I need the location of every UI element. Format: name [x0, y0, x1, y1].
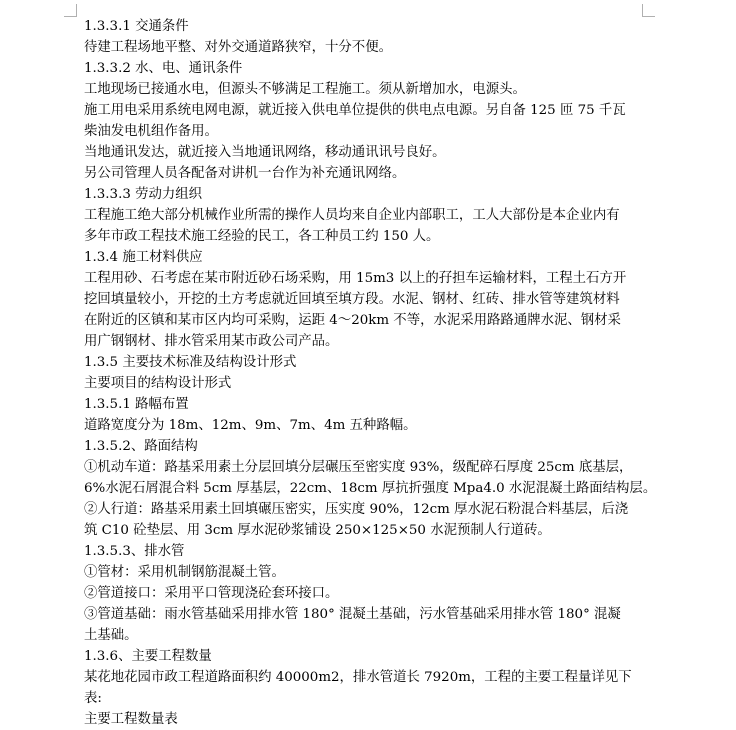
text-line: 挖回填量较小，开挖的土方考虑就近回填至填方段。水泥、钢材、红砖、排水管等建筑材料 — [84, 292, 620, 307]
text-line: 筑 C10 砼垫层、用 3cm 厚水泥砂浆铺设 250×125×50 水泥预制人行道砖。 — [84, 523, 551, 538]
heading-material-supply: 1.3.4 施工材料供应 — [84, 250, 203, 265]
text-line: 施工用电采用系统电网电源，就近接入供电单位提供的供电点电源。另自备 125 匝 75 千瓦 — [84, 103, 626, 118]
text-line: 当地通讯发达，就近接入当地通讯网络，移动通讯讯号良好。 — [84, 145, 446, 160]
heading-technical-standards: 1.3.5 主要技术标准及结构设计形式 — [84, 355, 297, 370]
page-corner-mark-left — [64, 4, 77, 17]
heading-labor-organization: 1.3.3.3 劳动力组织 — [84, 187, 203, 202]
document-body — [84, 16, 658, 730]
heading-traffic-conditions: 1.3.3.1 交通条件 — [84, 19, 189, 34]
text-line: 另公司管理人员各配备对讲机一台作为补充通讯网络。 — [84, 166, 406, 181]
text-line: ②管道接口：采用平口管现浇砼套环接口。 — [84, 586, 339, 601]
text-line: 用广钢钢材、排水管采用某市政公司产品。 — [84, 334, 339, 349]
text-line: 柴油发电机组作备用。 — [84, 124, 218, 139]
heading-water-power-comm: 1.3.3.2 水、电、通讯条件 — [84, 61, 243, 76]
text-line: ③管道基础：雨水管基础采用排水管 180° 混凝土基础，污水管基础采用排水管 180° 混凝 — [84, 607, 621, 622]
text-line: 表: — [84, 691, 102, 706]
heading-road-layout: 1.3.5.1 路幅布置 — [84, 397, 189, 412]
text-line: 6%水泥石屑混合料 5cm 厚基层，22cm、18cm 厚抗折强度 Mpa4.0 水泥混凝土路面结构层。 — [84, 481, 657, 496]
text-line: ①机动车道：路基采用素土分层回填分层碾压至密实度 93%，级配碎石厚度 25cm 底基层， — [84, 460, 633, 475]
table-caption: 主要工程数量表 — [84, 712, 178, 727]
text-line: 在附近的区镇和某市区内均可采购，运距 4～20km 不等，水泥采用路路通牌水泥、钢材采 — [84, 313, 621, 328]
text-line: 土基础。 — [84, 628, 138, 643]
heading-drainage-pipe: 1.3.5.3、排水管 — [84, 544, 185, 559]
heading-work-quantities: 1.3.6、主要工程数量 — [84, 649, 212, 664]
text-line: 工程施工绝大部分机械作业所需的操作人员均来自企业内部职工，工人大部份是本企业内有 — [84, 208, 620, 223]
text-line: 多年市政工程技术施工经验的民工，各工种员工约 150 人。 — [84, 229, 440, 244]
text-line: 工程用砂、石考虑在某市附近砂石场采购，用 15m3 以上的孖担车运输材料，工程土石方开 — [84, 271, 627, 286]
text-line: 主要项目的结构设计形式 — [84, 376, 232, 391]
text-line: ①管材：采用机制钢筋混凝土管。 — [84, 565, 285, 580]
text-line: 待建工程场地平整、对外交通道路狭窄，十分不便。 — [84, 40, 392, 55]
text-line: 工地现场已接通水电，但源头不够满足工程施工。须从新增加水，电源头。 — [84, 82, 526, 97]
text-line: 道路宽度分为 18m、12m、9m、7m、4m 五种路幅。 — [84, 418, 417, 433]
text-line: ②人行道：路基采用素土回填碾压密实，压实度 90%，12cm 厚水泥石粉混合料基层，后浇 — [84, 502, 629, 517]
text-line: 某花地花园市政工程道路面积约 40000m2，排水管道长 7920m，工程的主要工程量详见下 — [84, 670, 632, 685]
heading-pavement-structure: 1.3.5.2、路面结构 — [84, 439, 198, 454]
